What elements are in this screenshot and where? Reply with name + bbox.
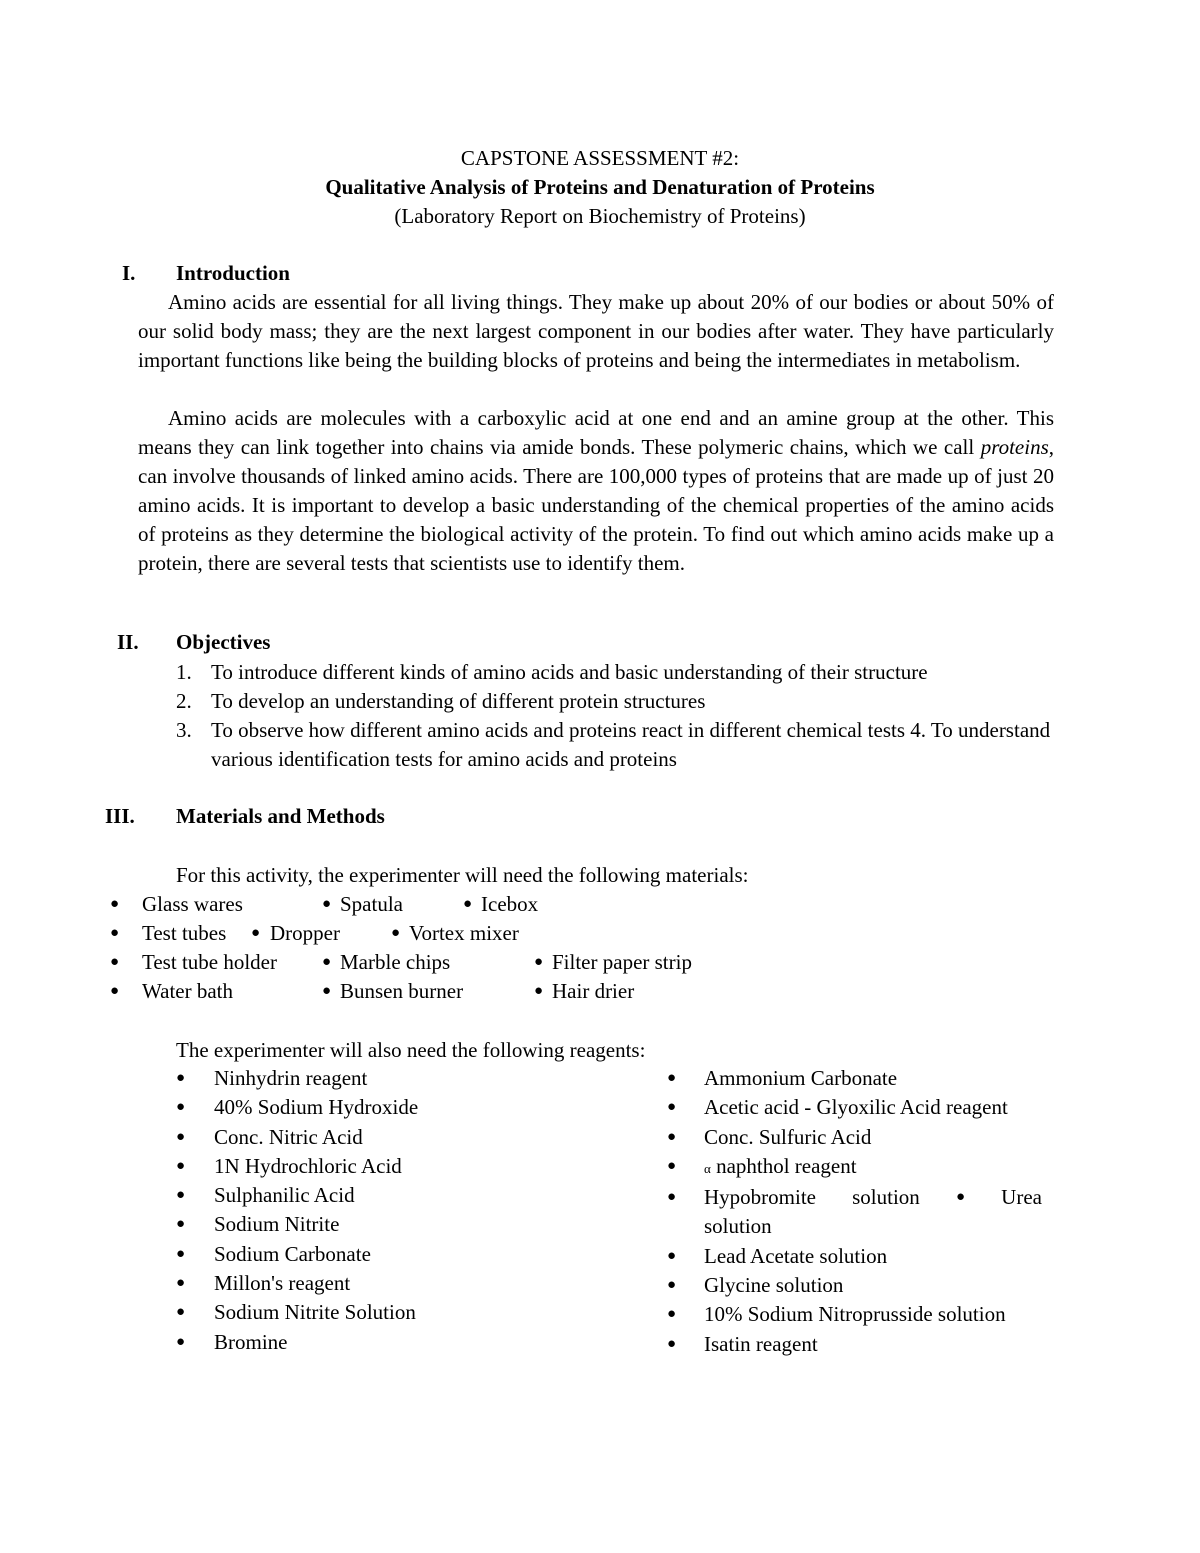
title-block	[0, 144, 1200, 231]
reagent-label: Sodium Nitrite	[214, 1212, 340, 1237]
bullet-icon: ●	[176, 1099, 186, 1116]
reagent-item	[176, 1181, 636, 1210]
bullet-icon: ●	[667, 1306, 677, 1323]
bullet-icon: ●	[667, 1128, 677, 1145]
item-number: 1.	[176, 660, 192, 684]
reagent-label: Conc. Sulfuric Acid	[704, 1124, 872, 1149]
reagent-label: 40% Sodium Hydroxide	[214, 1095, 419, 1120]
paragraph-text: , can involve thousands of linked amino acids. There are 100,000 types of proteins that are made up of just 20 amino acids. It is important to develop a basic understanding of the chemical properties of the amino acids of proteins as they determine the biological activity of the protein. To find out which amino acids make up a protein, there are several tests that scientists use to identify them.	[138, 435, 1054, 575]
bullet-icon: ●	[176, 1333, 186, 1350]
material-item: Glass wares	[142, 892, 243, 916]
section-heading-introduction	[122, 259, 522, 288]
reagent-item	[667, 1242, 1057, 1271]
reagent-item	[176, 1152, 636, 1181]
item-number: 3.	[176, 718, 192, 742]
materials-intro: For this activity, the experimenter will need the following materials:	[176, 863, 749, 887]
bullet-icon: ●	[176, 1187, 186, 1204]
bullet-icon: ●	[322, 983, 332, 999]
material-item: Bunsen burner	[340, 979, 464, 1003]
bullet-icon: ●	[667, 1189, 677, 1206]
reagent-item	[667, 1271, 1057, 1300]
bullet-icon: ●	[463, 896, 473, 912]
materials-row	[0, 890, 1200, 919]
bullet-icon: ●	[667, 1157, 677, 1174]
bullet-icon: ●	[176, 1128, 186, 1145]
reagent-label: Sulphanilic Acid	[214, 1183, 355, 1208]
section-title: Objectives	[176, 630, 271, 654]
introduction-paragraph-1: Amino acids are essential for all living things. They make up about 20% of our bodies or about 50% of our solid body mass; they are the next largest component in our bodies after water. They have particularly important functions like being the building blocks of proteins and being the intermediates in metabolism.	[138, 290, 1054, 372]
reagent-label: Lead Acetate solution	[704, 1243, 888, 1268]
reagent-item	[176, 1123, 636, 1152]
objective-item	[176, 687, 1056, 716]
reagent-item	[176, 1240, 636, 1269]
reagent-label: Conc. Nitric Acid	[214, 1124, 363, 1149]
reagent-item	[176, 1093, 636, 1122]
reagent-label: Acetic acid - Glyoxilic Acid reagent	[704, 1095, 1008, 1120]
paragraph-text: Amino acids are molecules with a carboxylic acid at one end and an amine group at the other. This means they can link together into chains via amide bonds. These polymeric chains, which we call	[138, 406, 1054, 459]
section-title: Materials and Methods	[176, 804, 385, 828]
material-item: Hair drier	[552, 979, 635, 1003]
reagent-label: 10% Sodium Nitroprusside solution	[704, 1302, 1006, 1327]
bullet-icon: ●	[176, 1304, 186, 1321]
objective-item	[176, 716, 1056, 774]
reagent-label-justified	[704, 1183, 1042, 1212]
material-item: Water bath	[142, 979, 234, 1003]
bullet-icon: ●	[667, 1070, 677, 1086]
reagent-word: Hypobromite	[704, 1185, 816, 1210]
reagents-intro: The experimenter will also need the following reagents:	[176, 1038, 646, 1062]
section-number: II.	[117, 630, 139, 654]
material-item: Test tube holder	[142, 950, 277, 974]
bullet-icon: ●	[534, 954, 544, 970]
bullet-icon: ●	[322, 896, 332, 912]
bullet-icon: ●	[534, 983, 544, 999]
material-item: Filter paper strip	[552, 950, 692, 974]
material-item: Spatula	[340, 892, 403, 916]
materials-row	[0, 919, 1200, 948]
reagents-list-right	[667, 1064, 1057, 1359]
bullet-icon: ●	[176, 1157, 186, 1174]
reagent-label: 1N Hydrochloric Acid	[214, 1153, 402, 1178]
reagent-label: Isatin reagent	[704, 1331, 818, 1356]
bullet-icon: ●	[667, 1277, 677, 1294]
bullet-icon: ●	[667, 1335, 677, 1352]
reagent-label: Ammonium Carbonate	[704, 1066, 898, 1090]
section-heading-materials-methods	[105, 802, 605, 831]
bullet-icon: ●	[176, 1070, 186, 1086]
bullet-icon: ●	[391, 925, 401, 941]
item-text: To introduce different kinds of amino acids and basic understanding of their structure	[211, 660, 928, 684]
section-number: I.	[122, 261, 136, 285]
bullet-icon: ●	[176, 1245, 186, 1262]
emphasized-term: proteins	[980, 435, 1049, 459]
reagents-list-left	[176, 1064, 636, 1357]
document-title: CAPSTONE ASSESSMENT #2:	[460, 146, 740, 170]
material-item: Vortex mixer	[409, 921, 519, 945]
reagent-label: Sodium Nitrite Solution	[214, 1300, 416, 1325]
materials-row	[0, 948, 1200, 977]
bullet-icon: ●	[110, 925, 120, 941]
reagent-label: Millon's reagent	[214, 1271, 351, 1296]
bullet-icon: ●	[955, 1189, 966, 1206]
reagent-item	[176, 1298, 636, 1327]
reagent-item	[176, 1064, 636, 1093]
reagent-item	[176, 1328, 636, 1357]
section-title: Introduction	[176, 261, 290, 285]
bullet-icon: ●	[667, 1099, 677, 1116]
bullet-icon: ●	[176, 1216, 186, 1233]
reagent-label: naphthol reagent	[716, 1153, 857, 1178]
bullet-icon: ●	[110, 983, 120, 999]
alpha-symbol: α	[704, 1160, 711, 1176]
section-number: III.	[105, 804, 135, 828]
objective-item	[176, 658, 1056, 687]
item-text: To observe how different amino acids and proteins react in different chemical tests 4. To understand various identification tests for amino acids and proteins	[211, 718, 1051, 771]
bullet-icon: ●	[176, 1275, 186, 1292]
reagent-item	[667, 1152, 1057, 1183]
bullet-icon: ●	[110, 896, 120, 912]
reagent-item	[176, 1269, 636, 1298]
item-number: 2.	[176, 689, 192, 713]
materials-row	[0, 977, 1200, 1006]
bullet-icon: ●	[322, 954, 332, 970]
document-subtitle: Qualitative Analysis of Proteins and Denaturation of Proteins	[325, 175, 875, 199]
introduction-paragraph-2	[138, 404, 1054, 578]
reagent-label: Sodium Carbonate	[214, 1241, 371, 1266]
reagent-word: solution	[852, 1185, 920, 1210]
bullet-icon: ●	[667, 1247, 677, 1264]
reagent-item	[667, 1093, 1057, 1122]
material-item: Test tubes	[142, 921, 227, 945]
bullet-icon: ●	[110, 954, 120, 970]
objectives-list	[176, 658, 1056, 774]
document-caption: (Laboratory Report on Biochemistry of Proteins)	[394, 204, 806, 228]
material-item: Marble chips	[340, 950, 451, 974]
reagent-item	[667, 1330, 1057, 1359]
reagent-word: solution	[704, 1214, 772, 1239]
reagent-item	[667, 1183, 1057, 1242]
reagent-item	[667, 1123, 1057, 1152]
reagent-label: Bromine	[214, 1329, 288, 1354]
material-item: Dropper	[270, 921, 340, 945]
reagent-label: Glycine solution	[704, 1273, 844, 1298]
section-heading-objectives	[117, 628, 517, 657]
reagent-label: Ninhydrin reagent	[214, 1066, 368, 1090]
reagent-word: Urea	[1001, 1185, 1042, 1210]
reagent-item	[667, 1300, 1057, 1329]
material-item: Icebox	[481, 892, 539, 916]
reagent-item	[176, 1210, 636, 1239]
bullet-icon: ●	[251, 925, 261, 941]
reagent-item	[667, 1064, 1057, 1093]
item-text: To develop an understanding of different protein structures	[211, 689, 706, 713]
